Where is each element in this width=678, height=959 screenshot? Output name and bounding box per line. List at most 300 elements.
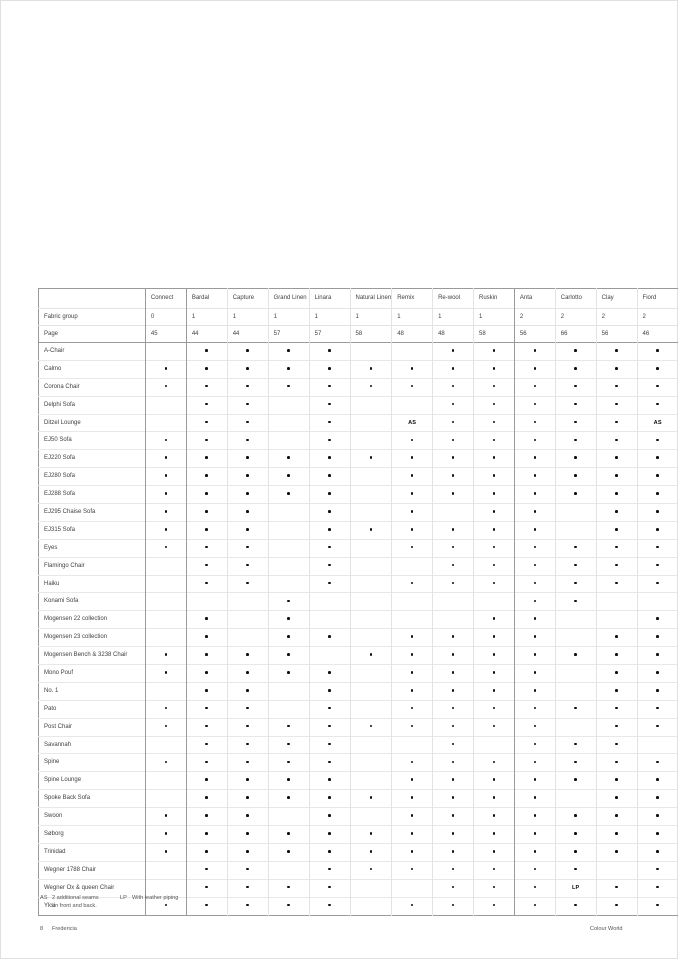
availability-cell bbox=[227, 718, 268, 736]
availability-dot bbox=[615, 814, 618, 817]
availability-dot bbox=[656, 474, 659, 477]
availability-cell bbox=[555, 468, 596, 486]
availability-cell bbox=[309, 772, 350, 790]
availability-dot bbox=[287, 886, 290, 889]
availability-dot bbox=[574, 600, 577, 603]
availability-dot bbox=[287, 492, 290, 495]
page-value: 58 bbox=[350, 326, 392, 343]
availability-cell bbox=[186, 343, 227, 361]
product-name: EJ295 Chaise Sofa bbox=[39, 504, 146, 522]
availability-cell bbox=[596, 593, 637, 611]
availability-dot bbox=[534, 403, 537, 406]
availability-cell bbox=[186, 861, 227, 879]
product-name: Wegner 1788 Chair bbox=[39, 861, 146, 879]
availability-dot bbox=[328, 761, 331, 764]
availability-dot bbox=[493, 439, 496, 442]
availability-cell bbox=[186, 486, 227, 504]
availability-cell bbox=[433, 521, 474, 539]
availability-cell bbox=[474, 504, 515, 522]
page-value: 56 bbox=[596, 326, 637, 343]
availability-cell bbox=[637, 808, 678, 826]
availability-dot bbox=[411, 582, 414, 585]
availability-cell bbox=[145, 360, 186, 378]
availability-dot bbox=[328, 671, 331, 674]
availability-cell bbox=[392, 897, 433, 915]
availability-cell bbox=[637, 665, 678, 683]
availability-cell bbox=[637, 682, 678, 700]
product-name: Mogensen 23 collection bbox=[39, 629, 146, 647]
availability-cell bbox=[350, 808, 392, 826]
availability-dot bbox=[246, 707, 249, 710]
availability-cell bbox=[350, 450, 392, 468]
availability-cell bbox=[555, 647, 596, 665]
availability-dot bbox=[205, 546, 208, 549]
availability-dot bbox=[615, 582, 618, 585]
availability-cell bbox=[350, 665, 392, 683]
availability-cell bbox=[596, 629, 637, 647]
availability-dot bbox=[246, 778, 249, 781]
footnote-lp-code: LP bbox=[120, 895, 127, 901]
availability-cell bbox=[309, 468, 350, 486]
availability-cell bbox=[637, 826, 678, 844]
availability-dot bbox=[656, 510, 659, 513]
availability-cell bbox=[637, 718, 678, 736]
availability-cell bbox=[186, 718, 227, 736]
availability-cell bbox=[350, 861, 392, 879]
availability-cell bbox=[514, 432, 555, 450]
availability-cell bbox=[268, 754, 309, 772]
availability-cell bbox=[392, 754, 433, 772]
product-row bbox=[39, 843, 678, 861]
availability-cell bbox=[309, 557, 350, 575]
availability-dot bbox=[493, 456, 496, 459]
availability-dot bbox=[165, 456, 168, 459]
availability-dot bbox=[534, 796, 537, 799]
availability-cell bbox=[474, 629, 515, 647]
availability-cell bbox=[227, 575, 268, 593]
product-row bbox=[39, 343, 678, 361]
availability-dot bbox=[615, 528, 618, 531]
availability-cell bbox=[186, 611, 227, 629]
availability-dot bbox=[205, 635, 208, 638]
availability-dot bbox=[246, 671, 249, 674]
product-name: Mogensen Bench & 3238 Chair bbox=[39, 647, 146, 665]
availability-dot bbox=[328, 814, 331, 817]
availability-dot bbox=[656, 635, 659, 638]
column-header: Remix bbox=[392, 289, 433, 309]
availability-cell bbox=[514, 843, 555, 861]
availability-cell bbox=[227, 861, 268, 879]
page-value: 48 bbox=[392, 326, 433, 343]
availability-dot bbox=[328, 385, 331, 388]
availability-dot bbox=[574, 582, 577, 585]
availability-cell bbox=[145, 611, 186, 629]
availability-dot bbox=[411, 456, 414, 459]
availability-cell bbox=[186, 414, 227, 432]
availability-cell bbox=[514, 736, 555, 754]
availability-dot bbox=[656, 403, 659, 406]
availability-cell bbox=[555, 808, 596, 826]
availability-cell bbox=[596, 611, 637, 629]
availability-dot bbox=[165, 528, 168, 531]
availability-cell bbox=[637, 843, 678, 861]
availability-dot bbox=[493, 868, 496, 871]
availability-cell bbox=[186, 665, 227, 683]
product-row bbox=[39, 808, 678, 826]
availability-cell bbox=[268, 826, 309, 844]
availability-cell bbox=[350, 843, 392, 861]
availability-dot bbox=[411, 850, 414, 853]
availability-dot bbox=[493, 349, 496, 352]
availability-cell bbox=[637, 647, 678, 665]
availability-cell bbox=[514, 772, 555, 790]
product-row bbox=[39, 414, 678, 432]
availability-cell bbox=[350, 647, 392, 665]
availability-dot bbox=[328, 582, 331, 585]
availability-dot bbox=[656, 796, 659, 799]
product-name: Mono Pouf bbox=[39, 665, 146, 683]
availability-cell bbox=[474, 736, 515, 754]
availability-cell bbox=[637, 754, 678, 772]
availability-cell bbox=[268, 504, 309, 522]
availability-dot bbox=[287, 725, 290, 728]
product-name: EJ315 Sofa bbox=[39, 521, 146, 539]
availability-dot bbox=[452, 814, 455, 817]
availability-cell bbox=[596, 736, 637, 754]
availability-cell bbox=[309, 521, 350, 539]
product-row bbox=[39, 360, 678, 378]
availability-dot bbox=[656, 707, 659, 710]
availability-dot bbox=[205, 474, 208, 477]
availability-cell bbox=[555, 575, 596, 593]
availability-cell bbox=[309, 665, 350, 683]
availability-cell bbox=[268, 682, 309, 700]
availability-cell bbox=[474, 414, 515, 432]
availability-dot bbox=[165, 385, 168, 388]
availability-dot bbox=[574, 439, 577, 442]
availability-cell bbox=[309, 611, 350, 629]
availability-dot bbox=[534, 510, 537, 513]
table-body bbox=[39, 343, 678, 916]
availability-dot bbox=[656, 814, 659, 817]
availability-cell bbox=[433, 378, 474, 396]
availability-dot bbox=[411, 832, 414, 835]
availability-dot bbox=[246, 456, 249, 459]
availability-dot bbox=[615, 403, 618, 406]
availability-dot bbox=[493, 904, 496, 907]
availability-cell bbox=[145, 486, 186, 504]
availability-dot bbox=[452, 761, 455, 764]
availability-cell bbox=[474, 790, 515, 808]
availability-dot bbox=[328, 564, 331, 567]
availability-cell bbox=[186, 826, 227, 844]
availability-dot bbox=[656, 904, 659, 907]
availability-dot bbox=[328, 474, 331, 477]
page-value: 58 bbox=[474, 326, 515, 343]
availability-cell bbox=[350, 432, 392, 450]
availability-dot bbox=[205, 653, 208, 656]
availability-dot bbox=[246, 510, 249, 513]
availability-dot bbox=[615, 689, 618, 692]
availability-cell bbox=[637, 378, 678, 396]
availability-dot bbox=[287, 456, 290, 459]
availability-dot bbox=[205, 725, 208, 728]
availability-cell bbox=[392, 432, 433, 450]
availability-cell bbox=[433, 897, 474, 915]
availability-cell bbox=[596, 539, 637, 557]
availability-cell bbox=[433, 432, 474, 450]
availability-cell bbox=[555, 611, 596, 629]
availability-dot bbox=[452, 564, 455, 567]
availability-dot bbox=[328, 778, 331, 781]
availability-cell bbox=[474, 861, 515, 879]
availability-dot bbox=[411, 385, 414, 388]
product-row bbox=[39, 539, 678, 557]
availability-dot bbox=[287, 832, 290, 835]
availability-cell bbox=[268, 897, 309, 915]
availability-cell bbox=[227, 808, 268, 826]
document-title: Colour World bbox=[590, 926, 623, 932]
availability-cell bbox=[514, 468, 555, 486]
availability-dot bbox=[452, 349, 455, 352]
availability-cell bbox=[596, 790, 637, 808]
fabric-group-value: 1 bbox=[392, 309, 433, 326]
fabric-group-value: 2 bbox=[514, 309, 555, 326]
availability-dot bbox=[534, 600, 537, 603]
availability-cell bbox=[145, 808, 186, 826]
availability-cell bbox=[433, 611, 474, 629]
availability-dot bbox=[411, 814, 414, 817]
brand-name: Fredericia bbox=[52, 926, 77, 932]
availability-cell bbox=[596, 450, 637, 468]
availability-cell bbox=[309, 718, 350, 736]
column-header: Capture bbox=[227, 289, 268, 309]
availability-cell bbox=[433, 808, 474, 826]
availability-dot bbox=[574, 707, 577, 710]
availability-dot bbox=[165, 510, 168, 513]
availability-cell bbox=[145, 521, 186, 539]
column-header: Natural Linen bbox=[350, 289, 392, 309]
footnote-lp-text: With leather piping bbox=[132, 895, 179, 901]
availability-cell bbox=[309, 593, 350, 611]
availability-cell bbox=[309, 432, 350, 450]
availability-cell bbox=[474, 343, 515, 361]
availability-cell bbox=[474, 897, 515, 915]
availability-cell bbox=[637, 343, 678, 361]
availability-cell bbox=[596, 378, 637, 396]
availability-cell bbox=[596, 575, 637, 593]
availability-cell bbox=[637, 879, 678, 897]
availability-cell bbox=[145, 665, 186, 683]
product-row bbox=[39, 665, 678, 683]
availability-dot bbox=[452, 707, 455, 710]
availability-cell bbox=[514, 504, 555, 522]
availability-cell bbox=[555, 861, 596, 879]
availability-cell bbox=[268, 736, 309, 754]
product-row bbox=[39, 790, 678, 808]
availability-dot bbox=[615, 671, 618, 674]
availability-cell bbox=[555, 343, 596, 361]
availability-cell bbox=[596, 396, 637, 414]
fabric-group-value: 2 bbox=[555, 309, 596, 326]
availability-cell bbox=[514, 665, 555, 683]
availability-cell bbox=[514, 539, 555, 557]
availability-cell bbox=[309, 647, 350, 665]
availability-cell bbox=[637, 396, 678, 414]
availability-dot bbox=[452, 689, 455, 692]
availability-dot bbox=[493, 564, 496, 567]
product-row bbox=[39, 432, 678, 450]
availability-dot bbox=[246, 546, 249, 549]
availability-cell bbox=[392, 396, 433, 414]
availability-cell bbox=[514, 343, 555, 361]
availability-cell bbox=[596, 754, 637, 772]
availability-dot bbox=[574, 564, 577, 567]
availability-dot bbox=[287, 653, 290, 656]
availability-cell bbox=[637, 360, 678, 378]
availability-cell bbox=[350, 575, 392, 593]
product-name: Spine Lounge bbox=[39, 772, 146, 790]
availability-cell bbox=[392, 682, 433, 700]
availability-cell bbox=[433, 843, 474, 861]
availability-cell bbox=[392, 593, 433, 611]
availability-cell bbox=[145, 682, 186, 700]
product-row bbox=[39, 611, 678, 629]
availability-cell bbox=[514, 754, 555, 772]
availability-dot bbox=[452, 528, 455, 531]
product-row bbox=[39, 826, 678, 844]
availability-dot bbox=[615, 707, 618, 710]
availability-dot bbox=[205, 385, 208, 388]
column-header: Fiord bbox=[637, 289, 678, 309]
availability-dot bbox=[574, 850, 577, 853]
availability-dot bbox=[493, 367, 496, 370]
availability-cell bbox=[392, 843, 433, 861]
availability-cell bbox=[555, 450, 596, 468]
availability-dot bbox=[411, 904, 414, 907]
availability-dot bbox=[165, 474, 168, 477]
availability-cell bbox=[268, 396, 309, 414]
page-value: 56 bbox=[514, 326, 555, 343]
availability-dot bbox=[411, 510, 414, 513]
availability-dot bbox=[165, 761, 168, 764]
availability-cell bbox=[474, 718, 515, 736]
availability-cell bbox=[392, 486, 433, 504]
availability-cell bbox=[268, 378, 309, 396]
availability-cell bbox=[474, 521, 515, 539]
availability-cell bbox=[227, 521, 268, 539]
availability-cell bbox=[637, 432, 678, 450]
availability-cell bbox=[637, 790, 678, 808]
availability-dot bbox=[574, 421, 577, 424]
availability-cell bbox=[555, 360, 596, 378]
availability-cell bbox=[433, 772, 474, 790]
availability-cell bbox=[555, 539, 596, 557]
availability-dot bbox=[370, 725, 373, 728]
availability-dot bbox=[493, 635, 496, 638]
availability-cell bbox=[433, 647, 474, 665]
availability-dot bbox=[656, 778, 659, 781]
availability-dot bbox=[493, 385, 496, 388]
availability-dot bbox=[370, 385, 373, 388]
availability-cell bbox=[268, 432, 309, 450]
availability-cell bbox=[186, 736, 227, 754]
availability-cell bbox=[392, 647, 433, 665]
availability-dot bbox=[165, 671, 168, 674]
availability-cell bbox=[145, 772, 186, 790]
availability-cell bbox=[514, 629, 555, 647]
availability-dot bbox=[246, 832, 249, 835]
availability-dot bbox=[452, 421, 455, 424]
header-row-names bbox=[39, 289, 678, 309]
availability-cell bbox=[637, 736, 678, 754]
availability-cell bbox=[514, 575, 555, 593]
product-name: Swoon bbox=[39, 808, 146, 826]
availability-cell bbox=[555, 879, 596, 897]
product-row bbox=[39, 396, 678, 414]
availability-dot bbox=[615, 886, 618, 889]
product-row bbox=[39, 682, 678, 700]
column-header: Re-wool bbox=[433, 289, 474, 309]
availability-cell bbox=[145, 826, 186, 844]
availability-dot bbox=[205, 403, 208, 406]
column-header: Clay bbox=[596, 289, 637, 309]
product-name: Mogensen 22 collection bbox=[39, 611, 146, 629]
fabric-group-value: 2 bbox=[637, 309, 678, 326]
availability-cell bbox=[392, 736, 433, 754]
availability-dot bbox=[165, 850, 168, 853]
availability-dot bbox=[615, 904, 618, 907]
availability-cell bbox=[474, 808, 515, 826]
availability-cell bbox=[227, 486, 268, 504]
availability-cell bbox=[474, 593, 515, 611]
availability-dot bbox=[534, 832, 537, 835]
product-row bbox=[39, 378, 678, 396]
availability-cell bbox=[596, 897, 637, 915]
product-name: Ditzel Lounge bbox=[39, 414, 146, 432]
availability-dot bbox=[493, 421, 496, 424]
availability-cell bbox=[186, 808, 227, 826]
availability-dot bbox=[165, 546, 168, 549]
availability-dot bbox=[205, 850, 208, 853]
product-row bbox=[39, 861, 678, 879]
availability-cell bbox=[186, 700, 227, 718]
availability-cell bbox=[145, 629, 186, 647]
availability-cell bbox=[433, 682, 474, 700]
availability-cell bbox=[514, 682, 555, 700]
availability-dot bbox=[656, 385, 659, 388]
page-value: 44 bbox=[186, 326, 227, 343]
product-row bbox=[39, 700, 678, 718]
availability-cell bbox=[145, 432, 186, 450]
availability-dot bbox=[328, 367, 331, 370]
availability-dot bbox=[246, 796, 249, 799]
availability-cell bbox=[227, 360, 268, 378]
availability-dot bbox=[328, 725, 331, 728]
availability-cell bbox=[350, 754, 392, 772]
availability-dot bbox=[411, 671, 414, 674]
availability-dot bbox=[411, 761, 414, 764]
availability-dot bbox=[656, 564, 659, 567]
availability-cell bbox=[474, 486, 515, 504]
availability-dot bbox=[246, 886, 249, 889]
availability-cell bbox=[392, 826, 433, 844]
availability-dot bbox=[452, 439, 455, 442]
availability-cell bbox=[309, 414, 350, 432]
product-name: Trinidad bbox=[39, 843, 146, 861]
product-name: Wegner Ox & queen Chair bbox=[39, 879, 146, 897]
availability-dot bbox=[205, 796, 208, 799]
